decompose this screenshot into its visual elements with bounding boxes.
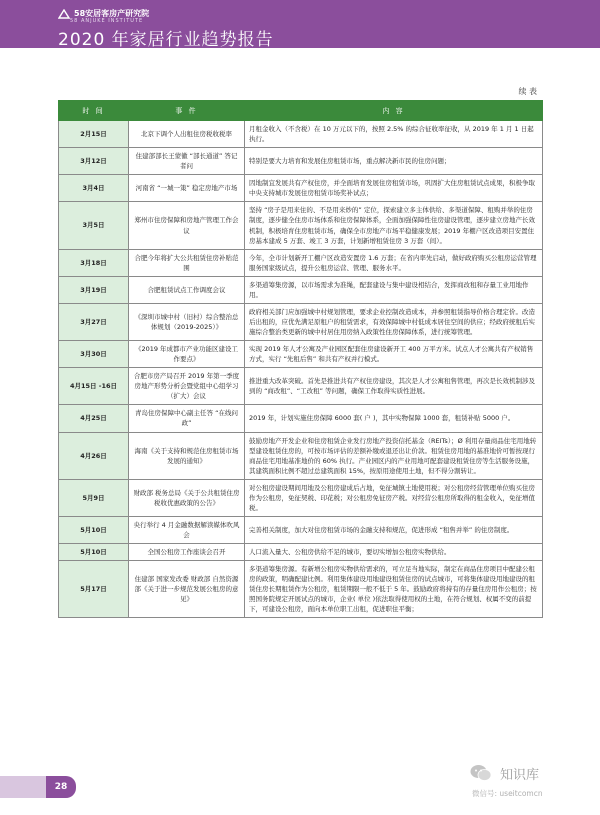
- row-time: 4月26日: [59, 432, 129, 479]
- row-content: 特别是要大力培育和发展住房租赁市场，重点解决新市民的住房问题；: [245, 148, 543, 175]
- row-time: 3月4日: [59, 175, 129, 202]
- table-row: [59, 175, 543, 202]
- table-row: [59, 148, 543, 175]
- row-content: 完善相关制度，加大对住房租赁市场的金融支持和规范，促进形成 “租售并举” 的住房制度。: [245, 516, 543, 543]
- row-event: 郑州市住房保障和房地产管理工作会议: [129, 202, 245, 249]
- row-event: 全国公租房工作座谈会召开: [129, 544, 245, 561]
- table-row: [59, 121, 543, 148]
- brand-name-en: 58 ANJUKE INSTITUTE: [70, 18, 144, 24]
- row-content: 今年，全市计划新开工棚户区改造安置房 1.6 万套；在省内率先启动，做好政府购买公租房运营管理服务国家级试点，提升公租房运营、管理、服务水平。: [245, 249, 543, 276]
- table-row: [59, 479, 543, 516]
- row-time: 5月10日: [59, 516, 129, 543]
- row-content: 多渠道筹集房源。有新增公租房实物供给需求的，可立足当地实际，制定在商品住房项目中配建公租房的政策，明确配建比例。利用集体建设用地建设租赁住房的试点城市，可将集体建设用地建设的租赁住房长期租赁作为公租房，租赁期限一般不低于 5 年。鼓励政府将持有的存量住房用作公租房；按照国务院规定开展试点的城市，企业( 单位 )依法取得使用权的土地，在符合规划、权属不变的前提下，可建设公租房，面向本单位职工出租，促进职住平衡；: [245, 561, 543, 618]
- row-time: 3月27日: [59, 303, 129, 340]
- row-event: 《深圳市城中村（旧村）综合整治总体规划（2019-2025）》: [129, 303, 245, 340]
- table-row: [59, 368, 543, 405]
- table-row: [59, 341, 543, 368]
- row-content: 坚持 “房子是用来住的、不是用来炒的” 定位，探索建立多主体供给、多渠道保障、租购并举的住房制度，逐步健全住房市场体系和住房保障体系，全面加强保障性住房建设管理，逐步建立房地产长效机制，积极培育住房租赁市场，确保全市房地产市场平稳健康发展；2019 年棚户区改造项目安置住房基本建成 5 万套、竣工 3 万套，计划新增租赁住房 3 万套（间）。: [245, 202, 543, 249]
- table-row: [59, 516, 543, 543]
- row-time: 2月15日: [59, 121, 129, 148]
- row-time: 4月25日: [59, 405, 129, 432]
- row-content: 对公租房建设期间用地及公租房建成后占地，免征城镇土地使用税；对公租房经营管理单位购买住房作为公租房，免征契税、印花税；对公租房免征房产税。对经营公租房所取得的租金收入，免征增值税。: [245, 479, 543, 516]
- row-time: 3月12日: [59, 148, 129, 175]
- row-time: 5月17日: [59, 561, 129, 618]
- row-content: 因地制宜发展共有产权住房，并全面培育发展住房租赁市场，巩固扩大住房租赁试点成果，积极争取中央支持城市发展住房租赁市场奖补试点；: [245, 175, 543, 202]
- row-event: 合肥租赁试点工作调度会议: [129, 276, 245, 303]
- report-header: [0, 0, 600, 48]
- row-event: 合肥今年将扩大公共租赁住房补贴范围: [129, 249, 245, 276]
- page-number: 28: [46, 776, 76, 798]
- row-time: 5月10日: [59, 544, 129, 561]
- continued-label: 续 表: [518, 87, 537, 96]
- row-content: 鼓励房地产开发企业和住房租赁企业发行房地产投资信托基金（REITs）；Ø 利用存量商品住宅用地转型建设租赁住房的，可按市场评估的差额补缴或退还出让价款。租赁住房用地的基准地价可暂按现行商品住宅用地基准地价的 60% 执行。产业园区内的产业用地可配套建设租赁住房等生活服务设施，其建筑面积比例不超过总建筑面积 15%，按原用途使用土地，但不得分割转让。: [245, 432, 543, 479]
- row-event: 央行举行 4 月金融数据解读媒体吹风会: [129, 516, 245, 543]
- table-row: [59, 544, 543, 561]
- row-event: 青岛住房保障中心副主任答 “在线问政”: [129, 405, 245, 432]
- row-event: 合肥市房产局召开 2019 年第一季度房地产形势分析会暨党组中心组学习（扩大）会议: [129, 368, 245, 405]
- watermark: [470, 762, 590, 807]
- row-event: 海南《关于支持和规范住房租赁市场发展的通知》: [129, 432, 245, 479]
- policy-table: [58, 100, 543, 618]
- table-row: [59, 276, 543, 303]
- row-event: 《2019 年成都市产业功能区建设工作要点》: [129, 341, 245, 368]
- footer-strip: [0, 776, 46, 798]
- table-row: [59, 432, 543, 479]
- row-event: 北京下调个人出租住房税收税率: [129, 121, 245, 148]
- row-event: 住建部部长王蒙徽 “部长通道” 答记者问: [129, 148, 245, 175]
- row-time: 3月5日: [59, 202, 129, 249]
- table-row: [59, 249, 543, 276]
- table-row: [59, 561, 543, 618]
- row-content: 人口流入量大、公租房供给不足的城市，要切实增加公租房实物供给。: [245, 544, 543, 561]
- row-content: 2019 年，计划实施住房保障 6000 套( 户 )，其中实物保障 1000 套，租赁补贴 5000 户。: [245, 405, 543, 432]
- brand-name: 58安居客房产研究院: [74, 9, 150, 18]
- table-row: [59, 405, 543, 432]
- row-time: 3月30日: [59, 341, 129, 368]
- wechat-icon: [470, 764, 492, 782]
- row-content: 多渠道筹集房源，以市场需求为准绳，配套建设与集中建设相结合，发挥商改租和存量工业用地作用。: [245, 276, 543, 303]
- row-content: 政府相关部门应加强城中村规划管理，要求企业控制改造成本，并参照租赁指导价格合理定价。改造后出租的，应优先满足原租户的租赁需求，有效保障城中村低成本居住空间的供应；经政府统租后实施综合整治类更新的城中村居住用房纳入政策性住房保障体系，进行统筹管理。: [245, 303, 543, 340]
- row-event: 河南省 “一城一策” 稳定房地产市场: [129, 175, 245, 202]
- report-title: 2020 年家居行业趋势报告: [58, 30, 274, 50]
- table-header-row: [59, 101, 543, 121]
- brand-logo-icon: [58, 9, 70, 19]
- row-time: 3月19日: [59, 276, 129, 303]
- row-content: 推进重大改革突破。首先是推进共有产权住房建设，其次是人才公寓租售管理，再次是长效机制涉及到的 “商改租”、“工改租” 等问题，确保工作取得实质性进展。: [245, 368, 543, 405]
- row-time: 3月18日: [59, 249, 129, 276]
- row-event: 住建部 国家发改委 财政部 自然资源部《关于进一步规范发展公租房的意见》: [129, 561, 245, 618]
- row-time: 5月9日: [59, 479, 129, 516]
- table-row: [59, 303, 543, 340]
- column-header-content: 内 容: [245, 101, 543, 121]
- row-content: 月租金收入（不含税）在 10 万元以下的，按照 2.5% 的综合征收率征收，从 2019 年 1 月 1 日起执行。: [245, 121, 543, 148]
- table-row: [59, 202, 543, 249]
- column-header-time: 时 间: [59, 101, 129, 121]
- row-content: 实现 2019 年人才公寓及产业园区配套住房建设新开工 400 万平方米。试点人才公寓共有产权销售方式，实行 “先租后售” 和共有产权并行模式。: [245, 341, 543, 368]
- watermark-wechat-id: 微信号: useitcomcn: [472, 789, 543, 798]
- row-event: 财政部 税务总局《关于公共租赁住房税收优惠政策的公告》: [129, 479, 245, 516]
- watermark-name: 知识库: [500, 768, 540, 783]
- column-header-event: 事 件: [129, 101, 245, 121]
- row-time: 4月15日 -16日: [59, 368, 129, 405]
